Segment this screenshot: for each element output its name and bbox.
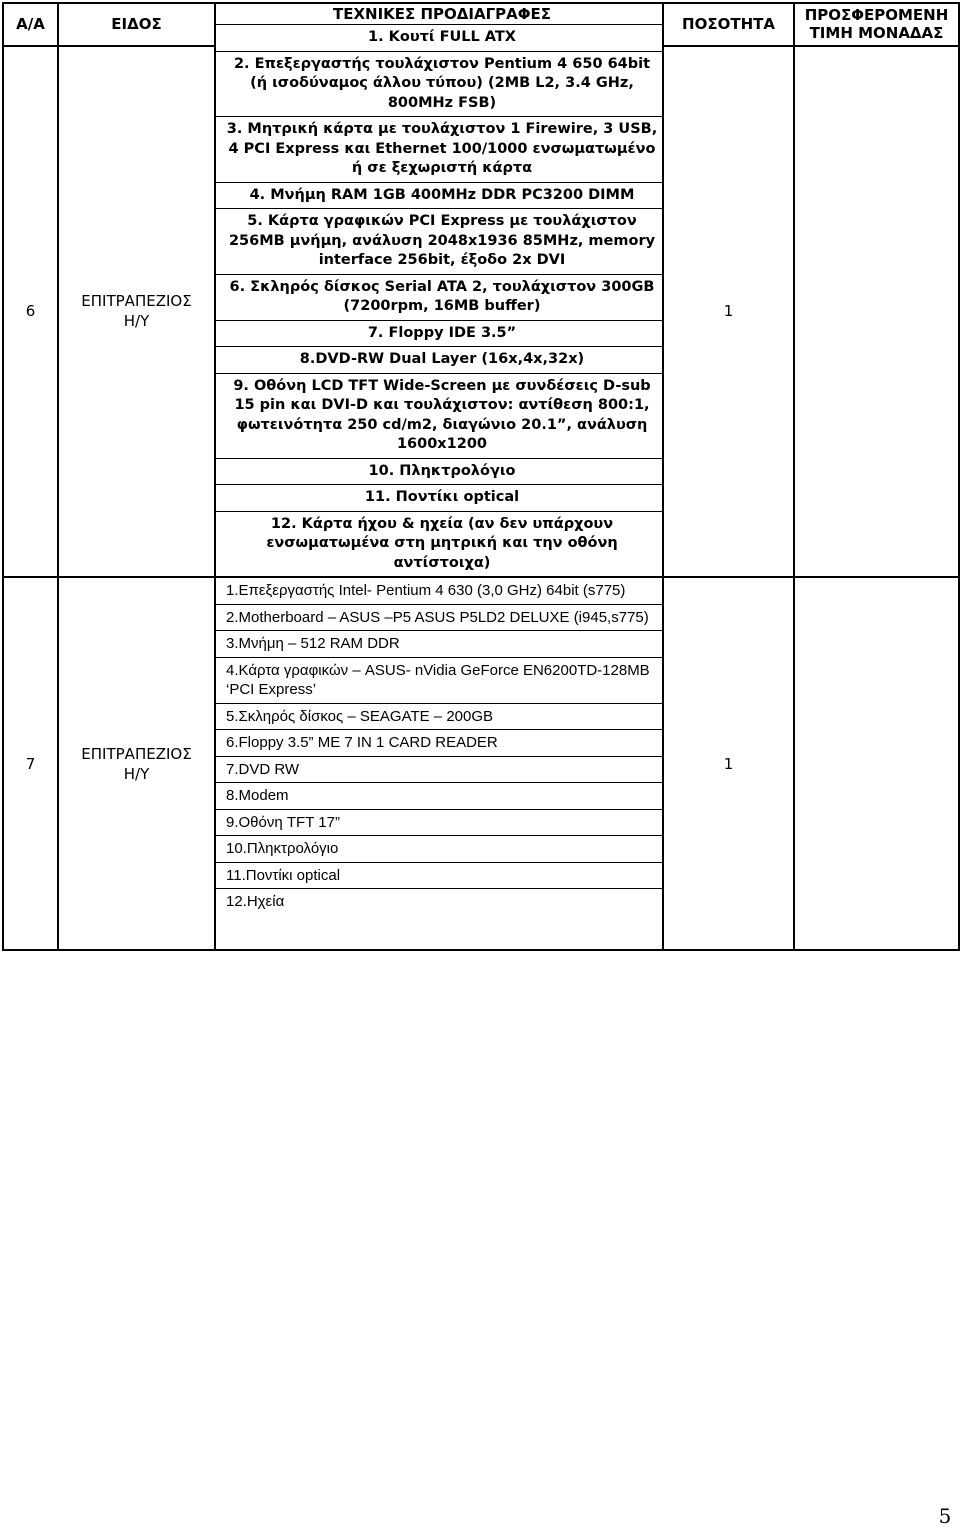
row-6-eidos	[58, 46, 215, 577]
spec-item: 8.Modem	[216, 783, 662, 810]
spec-item: 10.Πληκτρολόγιο	[216, 836, 662, 863]
spec-item: 2. Επεξεργαστής τουλάχιστον Pentium 4 650 64bit (ή ισοδύναμος άλλου τύπου) (2MB L2, 3.4 GHz, 800MHz FSB)	[216, 52, 662, 118]
row-6-eidos-line2: Η/Υ	[123, 312, 150, 331]
header-qty: ΠΟΣΟΤΗΤΑ	[663, 3, 794, 46]
header-specs: ΤΕΧΝΙΚΕΣ ΠΡΟΔΙΑΓΡΑΦΕΣ	[216, 4, 662, 25]
specifications-table	[2, 2, 960, 951]
spec-item: 12. Κάρτα ήχου & ηχεία (αν δεν υπάρχουν ενσωματωμένα στη μητρική και την οθόνη αντίστοιχα)	[266, 515, 618, 571]
table-row	[3, 577, 959, 950]
spec-item: 12.Ηχεία	[226, 893, 285, 910]
spec-item: 9.Οθόνη TFT 17”	[216, 810, 662, 837]
header-aa: Α/Α	[3, 3, 58, 46]
spec-item: 7.DVD RW	[216, 757, 662, 784]
row-7-qty: 1	[663, 577, 794, 950]
spec-item: 3.Μνήμη – 512 RAM DDR	[216, 631, 662, 658]
row-7-eidos	[58, 577, 215, 950]
spec-item: 4. Μνήμη RAM 1GB 400MHz DDR PC3200 DIMM	[216, 183, 662, 210]
row-6-aa: 6	[3, 46, 58, 577]
spec-item: 5.Σκληρός δίσκος – SEAGATE – 200GB	[216, 704, 662, 731]
spec-item: 2.Motherboard – ASUS –P5 ASUS P5LD2 DELUXE (i945,s775)	[216, 605, 662, 632]
row-7-price	[794, 577, 959, 950]
spec-item: 1.Επεξεργαστής Intel- Pentium 4 630 (3,0 GHz) 64bit (s775)	[216, 578, 662, 605]
header-price	[794, 3, 959, 46]
spec-item: 7. Floppy IDE 3.5”	[216, 321, 662, 348]
page-number: 5	[938, 1504, 952, 1528]
spec-item: 1. Κουτί FULL ATX	[216, 25, 662, 52]
spec-item: 3. Μητρική κάρτα με τουλάχιστον 1 Firewire, 3 USB, 4 PCI Express και Ethernet 100/1000 ενσωματωμένο ή σε ξεχωριστή κάρτα	[216, 117, 662, 183]
row-6-price	[794, 46, 959, 577]
spec-item: 11.Ποντίκι optical	[216, 863, 662, 890]
row-7-eidos-line2: Η/Υ	[123, 764, 150, 783]
spec-item: 10. Πληκτρολόγιο	[216, 459, 662, 486]
spec-item: 5. Κάρτα γραφικών PCI Express με τουλάχιστον 256MB μνήμη, ανάλυση 2048x1936 85MHz, memory interface 256bit, έξοδο 2x DVI	[216, 209, 662, 275]
spec-item: 6.Floppy 3.5” ME 7 IN 1 CARD READER	[216, 730, 662, 757]
row-6-specs-cell	[215, 3, 663, 577]
row-6-eidos-line1: ΕΠΙΤΡΑΠΕΖΙΟΣ	[81, 292, 192, 311]
spec-item: 11. Ποντίκι optical	[216, 485, 662, 512]
header-price-line1: ΠΡΟΣΦΕΡΟΜΕΝΗ	[804, 6, 949, 25]
row-6-spec-list	[216, 25, 662, 576]
header-eidos: ΕΙΔΟΣ	[58, 3, 215, 46]
spec-item: 6. Σκληρός δίσκος Serial ATA 2, τουλάχιστον 300GB (7200rpm, 16MB buffer)	[216, 275, 662, 321]
spec-item: 4.Κάρτα γραφικών – ASUS- nVidia GeForce EN6200TD-128MB ‘PCI Express’	[216, 658, 662, 704]
row-7-specs-cell	[215, 577, 663, 950]
spec-item: 9. Οθόνη LCD TFT Wide-Screen με συνδέσεις D-sub 15 pin και DVI-D και τουλάχιστον: αντίθεση 800:1, φωτεινότητα 250 cd/m2, διαγώνιο 20.1”, ανάλυση 1600x1200	[216, 374, 662, 459]
row-6-qty: 1	[663, 46, 794, 577]
header-price-line2: ΤΙΜΗ ΜΟΝΑΔΑΣ	[809, 24, 944, 43]
row-7-aa: 7	[3, 577, 58, 950]
spec-item: 8.DVD-RW Dual Layer (16x,4x,32x)	[216, 347, 662, 374]
row-7-eidos-line1: ΕΠΙΤΡΑΠΕΖΙΟΣ	[81, 744, 192, 763]
row-7-spec-list	[216, 578, 662, 915]
table-header-row	[3, 3, 959, 46]
